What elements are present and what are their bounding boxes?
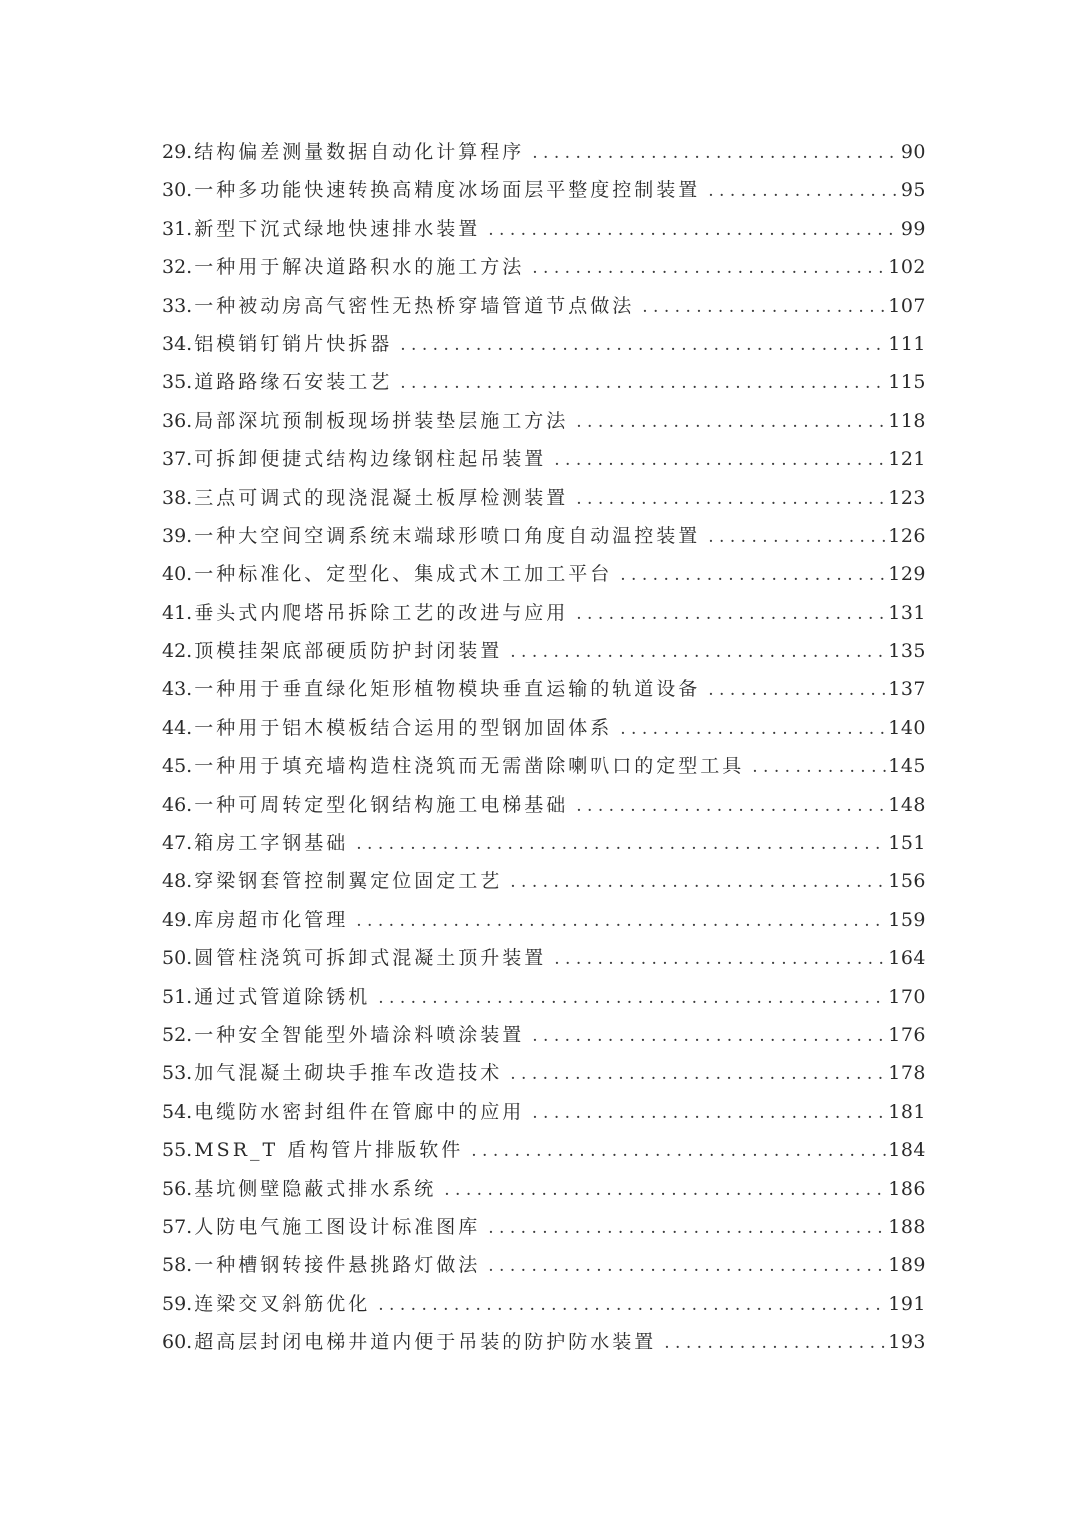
toc-entry[interactable]	[162, 594, 926, 632]
toc-entry-number: 53.	[162, 1062, 193, 1085]
toc-entry-title: 基坑侧壁隐蔽式排水系统	[194, 1177, 437, 1200]
toc-entry-title: 一种多功能快速转换高精度冰场面层平整度控制装置	[194, 179, 701, 202]
toc-entry-number: 30.	[162, 179, 193, 202]
dot-leader	[532, 134, 899, 172]
toc-entry-number: 37.	[162, 448, 193, 471]
toc-entry-title: 库房超市化管理	[194, 908, 349, 931]
dot-leader	[620, 710, 886, 748]
dot-leader	[554, 441, 886, 479]
toc-entry-page-number: 90	[900, 141, 926, 163]
toc-entry-number: 41.	[162, 601, 193, 624]
toc-entry[interactable]	[162, 824, 926, 862]
toc-entry-page-number: 140	[888, 716, 926, 739]
toc-entry[interactable]	[162, 709, 926, 747]
toc-entry-page-number: 181	[888, 1100, 926, 1123]
toc-entry[interactable]	[162, 1016, 926, 1054]
toc-entry-title: 一种标准化、定型化、集成式木工加工平台	[194, 563, 613, 586]
toc-entry-page-number: 129	[888, 563, 926, 586]
dot-leader	[356, 825, 886, 863]
toc-entry-title: 一种安全智能型外墙涂料喷涂装置	[194, 1023, 525, 1046]
toc-entry-number: 35.	[162, 371, 193, 394]
toc-entry-page-number: 137	[888, 678, 926, 701]
dot-leader	[664, 1324, 886, 1362]
toc-entry-number: 57.	[162, 1215, 193, 1238]
toc-entry[interactable]	[162, 632, 926, 670]
toc-entry-title: 箱房工字钢基础	[194, 832, 349, 855]
toc-entry-page-number: 184	[888, 1139, 926, 1162]
toc-entry[interactable]	[162, 747, 926, 785]
toc-entry-title: 一种槽钢转接件悬挑路灯做法	[194, 1254, 481, 1277]
toc-entry[interactable]	[162, 1093, 926, 1131]
dot-leader	[488, 1209, 886, 1247]
toc-entry-page-number: 159	[888, 908, 926, 931]
toc-entry-page-number: 151	[888, 832, 926, 855]
toc-entry-title: 一种用于解决道路积水的施工方法	[194, 256, 525, 279]
toc-entry[interactable]	[162, 517, 926, 555]
toc-entry-title: 铝模销钉销片快拆器	[194, 332, 393, 355]
toc-entry-title: 超高层封闭电梯井道内便于吊装的防护防水装置	[194, 1331, 657, 1354]
toc-entry[interactable]	[162, 1170, 926, 1208]
toc-entry[interactable]	[162, 1285, 926, 1323]
toc-entry-number: 38.	[162, 486, 193, 509]
dot-leader	[510, 633, 886, 671]
toc-entry-title: 电缆防水密封组件在管廊中的应用	[194, 1100, 525, 1123]
toc-entry-title: 穿梁钢套管控制翼定位固定工艺	[194, 870, 503, 893]
toc-entry-page-number: 115	[888, 371, 926, 394]
dot-leader	[554, 940, 886, 978]
toc-entry[interactable]	[162, 133, 926, 171]
dot-leader	[708, 671, 886, 709]
toc-entry-number: 60.	[162, 1331, 193, 1354]
toc-entry-number: 56.	[162, 1177, 193, 1200]
toc-entry-number: 47.	[162, 832, 193, 855]
toc-entry-page-number: 186	[888, 1177, 926, 1200]
toc-entry-number: 32.	[162, 256, 193, 279]
dot-leader	[620, 556, 886, 594]
toc-entry[interactable]	[162, 862, 926, 900]
toc-entry-title: 局部深坑预制板现场拼装垫层施工方法	[194, 409, 569, 432]
toc-entry-page-number: 191	[888, 1292, 926, 1315]
toc-entry-page-number: 118	[888, 409, 926, 432]
toc-entry-title: 加气混凝土砌块手推车改造技术	[194, 1062, 503, 1085]
toc-entry-number: 54.	[162, 1100, 193, 1123]
toc-entry[interactable]	[162, 1054, 926, 1092]
toc-entry-number: 48.	[162, 870, 193, 893]
toc-entry-title: 通过式管道除锈机	[194, 985, 371, 1008]
toc-entry-title: 一种大空间空调系统末端球形喷口角度自动温控装置	[194, 524, 701, 547]
dot-leader	[576, 787, 886, 825]
toc-entry[interactable]	[162, 1208, 926, 1246]
toc-entry-page-number: 176	[888, 1023, 926, 1046]
toc-entry-number: 39.	[162, 524, 193, 547]
toc-entry-title: 一种用于填充墙构造柱浇筑而无需凿除喇叭口的定型工具	[194, 755, 745, 778]
toc-entry[interactable]	[162, 1323, 926, 1361]
toc-entry-title: 圆管柱浇筑可拆卸式混凝土顶升装置	[194, 947, 547, 970]
toc-entry-page-number: 126	[888, 524, 926, 547]
toc-entry-page-number: 188	[888, 1215, 926, 1238]
toc-entry[interactable]	[162, 210, 926, 248]
dot-leader	[510, 1055, 886, 1093]
toc-entry-page-number: 189	[888, 1254, 926, 1277]
toc-entry[interactable]	[162, 939, 926, 977]
toc-entry-page-number: 135	[888, 640, 926, 663]
toc-entry-page-number: 107	[888, 294, 926, 317]
toc-entry[interactable]	[162, 555, 926, 593]
toc-entry-title: MSR_T 盾构管片排版软件	[194, 1139, 464, 1162]
toc-entry-number: 46.	[162, 793, 193, 816]
toc-entry-number: 31.	[162, 217, 193, 240]
toc-entry-page-number: 148	[888, 793, 926, 816]
toc-entry-number: 55.	[162, 1139, 193, 1162]
toc-entry-number: 40.	[162, 563, 193, 586]
dot-leader	[400, 364, 886, 402]
dot-leader	[444, 1171, 886, 1209]
toc-entry-page-number: 145	[888, 755, 926, 778]
toc-entry-title: 垂头式内爬塔吊拆除工艺的改进与应用	[194, 601, 569, 624]
toc-entry[interactable]	[162, 1246, 926, 1284]
toc-entry[interactable]	[162, 479, 926, 517]
toc-entry-number: 29.	[162, 141, 193, 163]
toc-entry-title: 结构偏差测量数据自动化计算程序	[194, 141, 525, 163]
toc-entry-number: 52.	[162, 1023, 193, 1046]
dot-leader	[510, 863, 886, 901]
toc-entry-number: 36.	[162, 409, 193, 432]
toc-entry-number: 58.	[162, 1254, 193, 1277]
toc-entry-page-number: 111	[888, 332, 926, 355]
toc-entry-title: 可拆卸便捷式结构边缘钢柱起吊装置	[194, 448, 547, 471]
toc-entry[interactable]	[162, 670, 926, 708]
toc-entry-title: 道路路缘石安装工艺	[194, 371, 393, 394]
toc-entry-number: 33.	[162, 294, 193, 317]
toc-entry-number: 49.	[162, 908, 193, 931]
dot-leader	[752, 748, 886, 786]
dot-leader	[576, 403, 886, 441]
toc-entry[interactable]	[162, 248, 926, 286]
toc-entry-title: 人防电气施工图设计标准图库	[194, 1215, 481, 1238]
toc-entry-title: 一种用于垂直绿化矩形植物模块垂直运输的轨道设备	[194, 678, 701, 701]
toc-entry-title: 一种可周转定型化钢结构施工电梯基础	[194, 793, 569, 816]
toc-entry[interactable]	[162, 786, 926, 824]
toc-entry-page-number: 99	[900, 217, 926, 240]
dot-leader	[356, 902, 886, 940]
toc-entry-title: 一种用于铝木模板结合运用的型钢加固体系	[194, 716, 613, 739]
toc-entry-title: 一种被动房高气密性无热桥穿墙管道节点做法	[194, 294, 635, 317]
toc-entry-page-number: 170	[888, 985, 926, 1008]
dot-leader	[378, 979, 886, 1017]
toc-entry-title: 三点可调式的现浇混凝土板厚检测装置	[194, 486, 569, 509]
toc-entry[interactable]	[162, 171, 926, 209]
dot-leader	[642, 288, 886, 326]
dot-leader	[488, 211, 899, 249]
toc-entry-page-number: 121	[888, 448, 926, 471]
toc-entry[interactable]	[162, 440, 926, 478]
toc-entry-number: 59.	[162, 1292, 193, 1315]
toc-entry-page-number: 156	[888, 870, 926, 893]
dot-leader	[532, 1094, 886, 1132]
dot-leader	[576, 595, 886, 633]
toc-entry-page-number: 164	[888, 947, 926, 970]
toc-entry-title: 顶模挂架底部硬质防护封闭装置	[194, 640, 503, 663]
toc-entry-title: 连梁交叉斜筋优化	[194, 1292, 371, 1315]
dot-leader	[471, 1132, 886, 1170]
toc-entry-number: 42.	[162, 640, 193, 663]
toc-entry-page-number: 178	[888, 1062, 926, 1085]
toc-entry-title: 新型下沉式绿地快速排水装置	[194, 217, 481, 240]
toc-entry-number: 34.	[162, 332, 193, 355]
toc-entry-page-number: 95	[900, 179, 926, 202]
toc-entry-page-number: 102	[888, 256, 926, 279]
toc-entry[interactable]	[162, 402, 926, 440]
dot-leader	[400, 326, 886, 364]
dot-leader	[378, 1286, 886, 1324]
dot-leader	[532, 1017, 886, 1055]
dot-leader	[576, 480, 886, 518]
toc-entry-number: 51.	[162, 985, 193, 1008]
dot-leader	[708, 172, 899, 210]
toc-entry[interactable]	[162, 325, 926, 363]
dot-leader	[488, 1247, 886, 1285]
toc-entry-number: 50.	[162, 947, 193, 970]
toc-entry[interactable]	[162, 363, 926, 401]
toc-entry-number: 45.	[162, 755, 193, 778]
toc-entry[interactable]	[162, 978, 926, 1016]
toc-entry-page-number: 131	[888, 601, 926, 624]
toc-entry-page-number: 123	[888, 486, 926, 509]
toc-entry[interactable]	[162, 901, 926, 939]
table-of-contents	[162, 133, 926, 1362]
dot-leader	[708, 518, 886, 556]
toc-entry-number: 44.	[162, 716, 193, 739]
toc-entry-number: 43.	[162, 678, 193, 701]
toc-entry-page-number: 193	[888, 1331, 926, 1354]
dot-leader	[532, 249, 886, 287]
toc-entry[interactable]	[162, 287, 926, 325]
toc-entry[interactable]	[162, 1131, 926, 1169]
